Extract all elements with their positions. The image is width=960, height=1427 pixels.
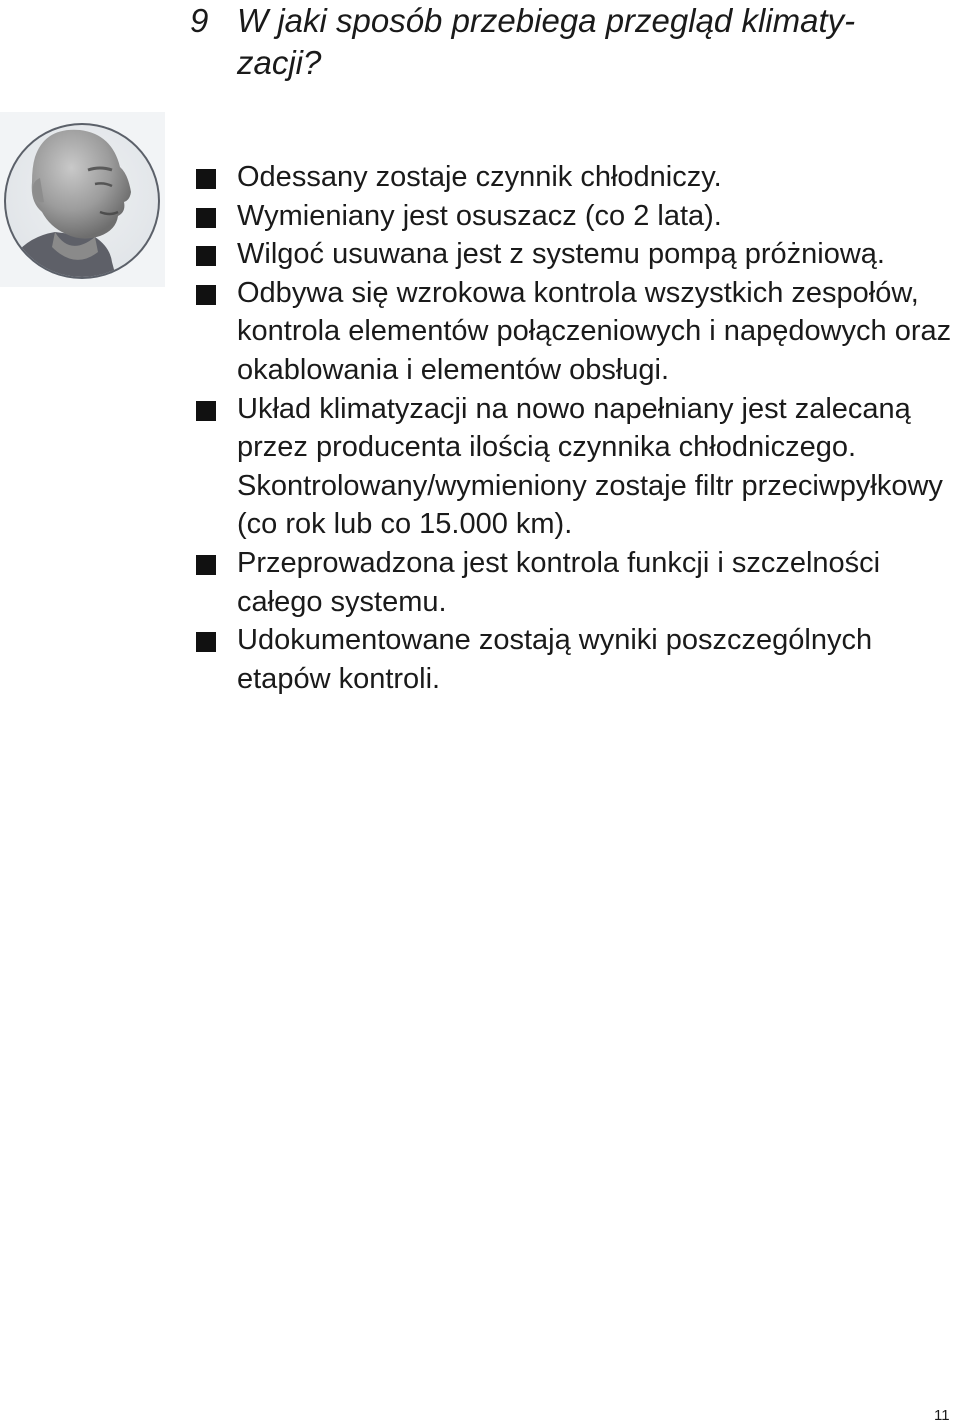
list-item-text: Wymieniany jest osuszacz (co 2 lata). (237, 199, 722, 232)
list-item-text: Wilgoć usuwana jest z systemu pompą próżniową. (237, 238, 885, 271)
section-number: 9 (190, 2, 209, 39)
square-bullet-icon (196, 632, 216, 652)
list-item-text: Układ klimatyzacji na nowo napełniany jest zalecaną przez producenta ilością czynnika chłodniczego. Skontrolowany/wymieniony zostaje filtr przeciwpyłkowy (co rok lub co 15.000 km). (237, 392, 943, 541)
square-bullet-icon (196, 169, 216, 189)
portrait-photo-icon (0, 112, 165, 287)
square-bullet-icon (196, 401, 216, 421)
square-bullet-icon (196, 246, 216, 266)
list-item (196, 197, 958, 236)
page-number: 11 (934, 1407, 950, 1424)
section-title: W jaki sposób przebiega przegląd klimaty- zacji? (237, 2, 856, 81)
checklist (196, 158, 958, 698)
list-item-text: Przeprowadzona jest kontrola funkcji i szczelności całego systemu. (237, 546, 881, 618)
square-bullet-icon (196, 208, 216, 228)
square-bullet-icon (196, 555, 216, 575)
section-heading (190, 0, 950, 84)
list-item-text: Odessany zostaje czynnik chłodniczy. (237, 161, 722, 193)
list-item (196, 235, 958, 274)
list-item (196, 274, 958, 390)
list-item (196, 544, 958, 621)
list-item (196, 621, 958, 698)
list-item (196, 158, 958, 197)
list-item (196, 390, 958, 544)
list-item-text: Udokumentowane zostają wyniki poszczególnych etapów kontroli. (237, 624, 873, 695)
square-bullet-icon (196, 285, 216, 305)
list-item-text: Odbywa się wzrokowa kontrola wszystkich zespołów, kontrola elementów połączeniowych i napędowych oraz okablowania i elementów obsługi. (237, 276, 952, 386)
